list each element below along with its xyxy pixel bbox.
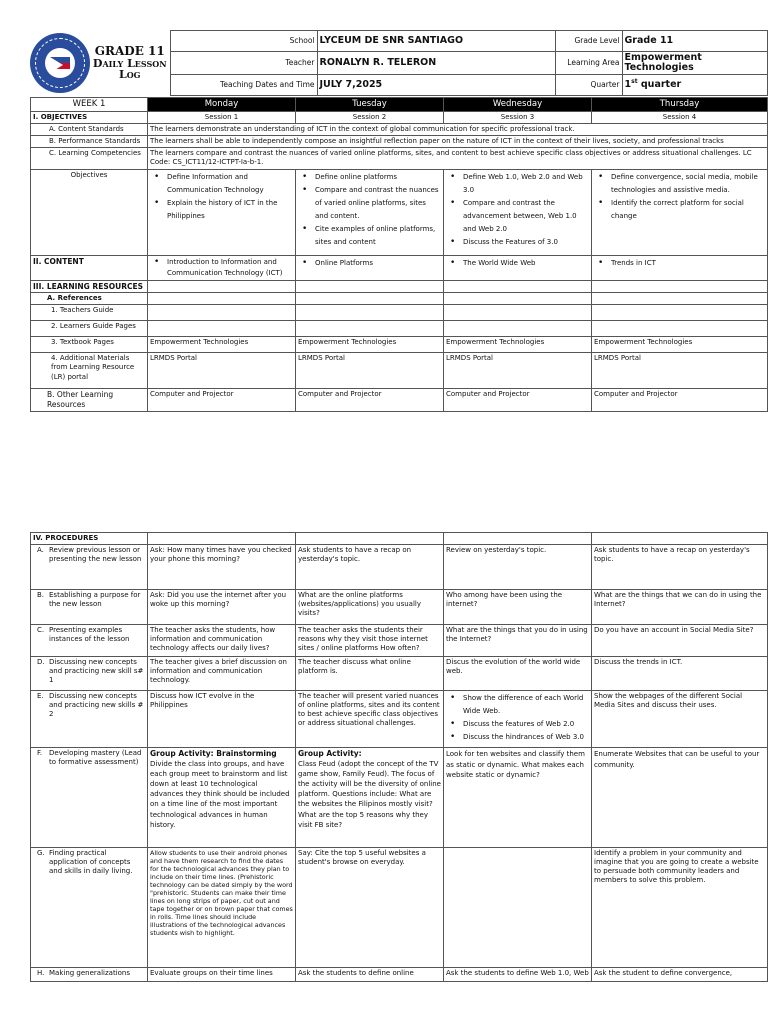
procedures-heading: IV. PROCEDURES <box>31 533 148 545</box>
teacher-label: Teacher <box>170 52 317 75</box>
other-monday: Computer and Projector <box>148 389 296 412</box>
procedure-cell <box>444 691 592 748</box>
session-4: Session 4 <box>592 112 768 124</box>
textbook-pages-label: 3. Textbook Pages <box>31 337 148 353</box>
bullet-item: • Explain the history of ICT in the Philippines <box>150 197 293 223</box>
procedure-cell: Ask: How many times have you checked your phone this morning? <box>148 545 296 590</box>
procedure-label: Discussing new concepts and practicing new skill s# 1 <box>49 658 144 685</box>
procedure-cell: Say: Cite the top 5 useful websites a student's browse on everyday. <box>296 848 444 968</box>
session-row <box>31 112 768 124</box>
procedure-cell: Do you have an account in Social Media Site? <box>592 625 768 657</box>
bullet-item: • Identify the correct platform for social change <box>594 197 765 223</box>
objectives-label: Objectives <box>31 169 148 255</box>
bullet-item: • Cite examples of online platforms, sites and content <box>298 223 441 249</box>
session-3: Session 3 <box>444 112 592 124</box>
performance-standards-label: B. Performance Standards <box>31 136 148 148</box>
procedure-cell: Allow students to use their android phones and have them research to find the dates for the technological advances they plan to include on their time lines. (Prehistoric technology can be dated simply by the word "prehistoric. Students can make their time lines on long strips of paper, cut out and tape together or on brown paper that comes in rolls. Time lines should include illustrations of the technological advances students wish to highlight. <box>148 848 296 968</box>
bullet-item: • Show the difference of each World Wide Web. <box>446 692 589 718</box>
procedure-label: Developing mastery (Lead to formative assessment) <box>49 749 142 767</box>
content-item: • Online Platforms <box>298 257 441 270</box>
references-label: A. References <box>31 293 148 305</box>
day-wednesday: Wednesday <box>444 98 592 112</box>
content-tuesday <box>296 255 444 280</box>
procedure-cell: Ask: Did you use the internet after you woke up this morning? <box>148 590 296 625</box>
procedure-cell: Group Activity: Brainstorming Divide the class into groups, and have each group meet to brainstorm and list down at least 10 technological advances they think should be included on a time line of the most important technological advances in human history. <box>148 748 296 848</box>
procedure-row-d: D. Discussing new concepts and practicing new skill s# 1 The teacher gives a brief discussion on information and communication technology. The teacher discuss what online platform is. Discus the evolution of the world wide web. Discuss the trends in ICT. <box>31 657 768 691</box>
learning-resources-heading: III. LEARNING RESOURCES <box>31 280 148 293</box>
title-log: Log <box>118 68 141 82</box>
procedure-cell: The teacher will present varied nuances of online platforms, sites and its content to best achieve specific class objectives or address situational challenges. <box>296 691 444 748</box>
procedure-cell: Evaluate groups on their time lines <box>148 968 296 982</box>
learning-competencies-text: The learners compare and contrast the nuances of varied online platforms, sites, and content to best achieve specific class objectives or address situational challenges. LC Code: CS_ICT11/12-ICTPT-Ia-b-1. <box>148 148 768 169</box>
bullet-item: • Compare and contrast the nuances of varied online platforms, sites and content. <box>298 184 441 223</box>
procedure-label: Finding practical application of concepts and skills in daily living. <box>49 849 133 876</box>
procedure-label: Presenting examples instances of the lesson <box>49 626 130 644</box>
procedure-cell <box>444 848 592 968</box>
bullet-item: • Discuss the features of Web 2.0 <box>446 718 589 731</box>
additional-wednesday: LRMDS Portal <box>444 353 592 389</box>
activity-title: Group Activity: Brainstorming <box>150 749 277 759</box>
procedure-row-b: B. Establishing a purpose for the new lesson Ask: Did you use the internet after you woke up this morning? What are the online platforms (websites/applications) you usually visits? Who among have been using the internet? What are the things that we can do in using the Internet? <box>31 590 768 625</box>
dates-value: JULY 7,2025 <box>317 74 555 95</box>
content-item: • Introduction to Information and Communication Technology (ICT) <box>150 257 293 279</box>
procedure-cell: Ask the student to define convergence, <box>592 968 768 982</box>
objectives-wednesday <box>444 169 592 255</box>
performance-standards-text: The learners shall be able to independently compose an insightful reflection paper on the nature of ICT in the context of their lives, society, and professional tracks <box>148 136 768 148</box>
title-grade: GRADE 11 <box>94 44 165 59</box>
other-wednesday: Computer and Projector <box>444 389 592 412</box>
procedure-cell: Look for ten websites and classify them as static or dynamic. What makes each website static or dynamic? <box>444 748 592 848</box>
content-thursday <box>592 255 768 280</box>
title-daily-lesson: Daily Lesson <box>92 56 167 70</box>
bullet-item: • Discuss the Features of 3.0 <box>446 236 589 249</box>
day-monday: Monday <box>148 98 296 112</box>
header-table <box>30 30 768 96</box>
objectives-thursday <box>592 169 768 255</box>
other-thursday: Computer and Projector <box>592 389 768 412</box>
procedure-label: Making generalizations <box>49 969 131 978</box>
additional-tuesday: LRMDS Portal <box>296 353 444 389</box>
week-label: WEEK 1 <box>31 98 148 112</box>
additional-monday: LRMDS Portal <box>148 353 296 389</box>
procedure-cell: Review on yesterday's topic. <box>444 545 592 590</box>
content-standards-label: A. Content Standards <box>31 124 148 136</box>
procedure-label: Discussing new concepts and practicing new skills # 2 <box>49 692 144 719</box>
deped-seal-logo <box>30 33 90 93</box>
procedure-row-h: H. Making generalizations Evaluate groups on their time lines Ask the students to define online Ask the students to define Web 1.0, Web Ask the student to define convergence, <box>31 968 768 982</box>
learning-area-value: Empowerment Technologies <box>622 52 767 75</box>
content-item: • The World Wide Web <box>446 257 589 270</box>
procedure-cell: Who among have been using the internet? <box>444 590 592 625</box>
textbook-monday: Empowerment Technologies <box>148 337 296 353</box>
procedure-cell: The teacher discuss what online platform is. <box>296 657 444 691</box>
procedure-cell: Discus the evolution of the world wide web. <box>444 657 592 691</box>
grade-level-value: Grade 11 <box>622 31 767 52</box>
content-item: • Trends in ICT <box>594 257 765 270</box>
textbook-thursday: Empowerment Technologies <box>592 337 768 353</box>
form-title <box>90 45 170 81</box>
objectives-heading: I. OBJECTIVES <box>31 112 148 124</box>
procedure-cell: Identify a problem in your community and imagine that you are going to create a website to persuade both community leaders and members to solve this problem. <box>592 848 768 968</box>
school-value: LYCEUM DE SNR SANTIAGO <box>317 31 555 52</box>
textbook-tuesday: Empowerment Technologies <box>296 337 444 353</box>
procedure-cell: What are the things that you do in using the Internet? <box>444 625 592 657</box>
procedures-table <box>30 532 768 982</box>
procedure-cell: Discuss the trends in ICT. <box>592 657 768 691</box>
bullet-item: • Compare and contrast the advancement between, Web 1.0 and Web 2.0 <box>446 197 589 236</box>
procedure-row-a: A. Review previous lesson or presenting the new lesson Ask: How many times have you checked your phone this morning? Ask students to have a recap on yesterday's topic. Review on yesterday's topic. Ask students to have a recap on yesterday's topic. <box>31 545 768 590</box>
dates-label: Teaching Dates and Time <box>170 74 317 95</box>
day-tuesday: Tuesday <box>296 98 444 112</box>
logo-cell <box>30 31 170 96</box>
bullet-item: • Define Web 1.0, Web 2.0 and Web 3.0 <box>446 171 589 197</box>
quarter-label: Quarter <box>555 74 622 95</box>
procedure-cell: The teacher asks the students their reasons why they visit those internet sites / online platforms How often? <box>296 625 444 657</box>
content-heading: II. CONTENT <box>31 255 148 280</box>
additional-materials-label: 4. Additional Materials from Learning Resource (LR) portal <box>31 353 148 389</box>
teacher-value: RONALYN R. TELERON <box>317 52 555 75</box>
procedure-row-c: C. Presenting examples instances of the lesson The teacher asks the students, how information and communication technology affects our daily lives? The teacher asks the students their reasons why they visit those internet sites / online platforms How often? What are the things that you do in using the Internet? Do you have an account in Social Media Site? <box>31 625 768 657</box>
bullet-item: • Define convergence, social media, mobile technologies and assistive media. <box>594 171 765 197</box>
other-tuesday: Computer and Projector <box>296 389 444 412</box>
quarter-value: 1st quarter <box>622 74 767 95</box>
procedure-cell: Enumerate Websites that can be useful to your community. <box>592 748 768 848</box>
school-label: School <box>170 31 317 52</box>
learning-area-label: Learning Area <box>555 52 622 75</box>
lesson-table <box>30 97 768 412</box>
day-header-row <box>31 98 768 112</box>
bullet-item: • Define online platforms <box>298 171 441 184</box>
day-thursday: Thursday <box>592 98 768 112</box>
bullet-item: • Discuss the hindrances of Web 3.0 <box>446 731 589 744</box>
content-wednesday <box>444 255 592 280</box>
teachers-guide-label: 1. Teachers Guide <box>31 305 148 321</box>
other-resources-label: B. Other Learning Resources <box>31 389 148 412</box>
procedure-row-g: G. Finding practical application of concepts and skills in daily living. Allow students to use their android phones and have them research to find the dates for the technological advances they plan to include on their time lines. (Prehistoric technology can be dated simply by the word "prehistoric. Students can make their time lines on long strips of paper, cut out and tape together or on brown paper that comes in rolls. Time lines should include illustrations of the technological advances students wish to highlight. Say: Cite the top 5 useful websites a student's browse on everyday. Identify a problem in your community and imagine that you are going to create a website to persuade both community leaders and members to solve this problem. <box>31 848 768 968</box>
objectives-tuesday <box>296 169 444 255</box>
grade-level-label: Grade Level <box>555 31 622 52</box>
procedure-cell: What are the online platforms (websites/applications) you usually visits? <box>296 590 444 625</box>
objectives-monday <box>148 169 296 255</box>
procedure-cell: Discuss how ICT evolve in the Philippines <box>148 691 296 748</box>
content-standards-text: The learners demonstrate an understanding of ICT in the context of global communication for specific professional track. <box>148 124 768 136</box>
procedure-row-e: E. Discussing new concepts and practicing new skills # 2 Discuss how ICT evolve in the Philippines The teacher will present varied nuances of online platforms, sites and its content to best achieve specific class objectives or address situational challenges. • Show the difference of each World Wide Web. • Discuss the features of Web 2.0 • Discuss the hindrances of Web 3.0 Show the webpages of the different Social Media Sites and discuss their uses. <box>31 691 768 748</box>
procedure-cell: Ask students to have a recap on yesterday's topic. <box>296 545 444 590</box>
activity-title: Group Activity: <box>298 749 362 759</box>
procedure-cell: The teacher gives a brief discussion on information and communication technology. <box>148 657 296 691</box>
procedure-cell: Ask the students to define online <box>296 968 444 982</box>
session-1: Session 1 <box>148 112 296 124</box>
procedure-cell: Ask students to have a recap on yesterday's topic. <box>592 545 768 590</box>
procedure-cell: Show the webpages of the different Social Media Sites and discuss their uses. <box>592 691 768 748</box>
session-2: Session 2 <box>296 112 444 124</box>
procedure-label: Review previous lesson or presenting the new lesson <box>49 546 142 564</box>
procedure-cell: Group Activity: Class Feud (adopt the concept of the TV game show, Family Feud). The focus of the activity will be the diversity of online platform. Questions include: What are the websites the Filipinos mostly visit? What are the top 5 reasons why they visit FB site? <box>296 748 444 848</box>
content-monday <box>148 255 296 280</box>
learners-guide-label: 2. Learners Guide Pages <box>31 321 148 337</box>
bullet-item: • Define Information and Communication Technology <box>150 171 293 197</box>
procedure-cell: Ask the students to define Web 1.0, Web <box>444 968 592 982</box>
learning-competencies-label: C. Learning Competencies <box>31 148 148 169</box>
procedure-label: Establishing a purpose for the new lesson <box>49 591 141 609</box>
additional-thursday: LRMDS Portal <box>592 353 768 389</box>
procedure-row-f: F. Developing mastery (Lead to formative assessment) Group Activity: Brainstorming Divide the class into groups, and have each group meet to brainstorm and list down at least 10 technological advances they think should be included on a time line of the most important technological advances in human history. Group Activity: Class Feud (adopt the concept of the TV game show, Family Feud). The focus of the activity will be the diversity of online platform. Questions include: What are the websites the Filipinos mostly visit? What are the top 5 reasons why they visit FB site? Look for ten websites and classify them as static or dynamic. What makes each website static or dynamic? Enumerate Websites that can be useful to your community. <box>31 748 768 848</box>
textbook-wednesday: Empowerment Technologies <box>444 337 592 353</box>
procedure-cell: The teacher asks the students, how information and communication technology affects our daily lives? <box>148 625 296 657</box>
procedure-cell: What are the things that we can do in using the Internet? <box>592 590 768 625</box>
